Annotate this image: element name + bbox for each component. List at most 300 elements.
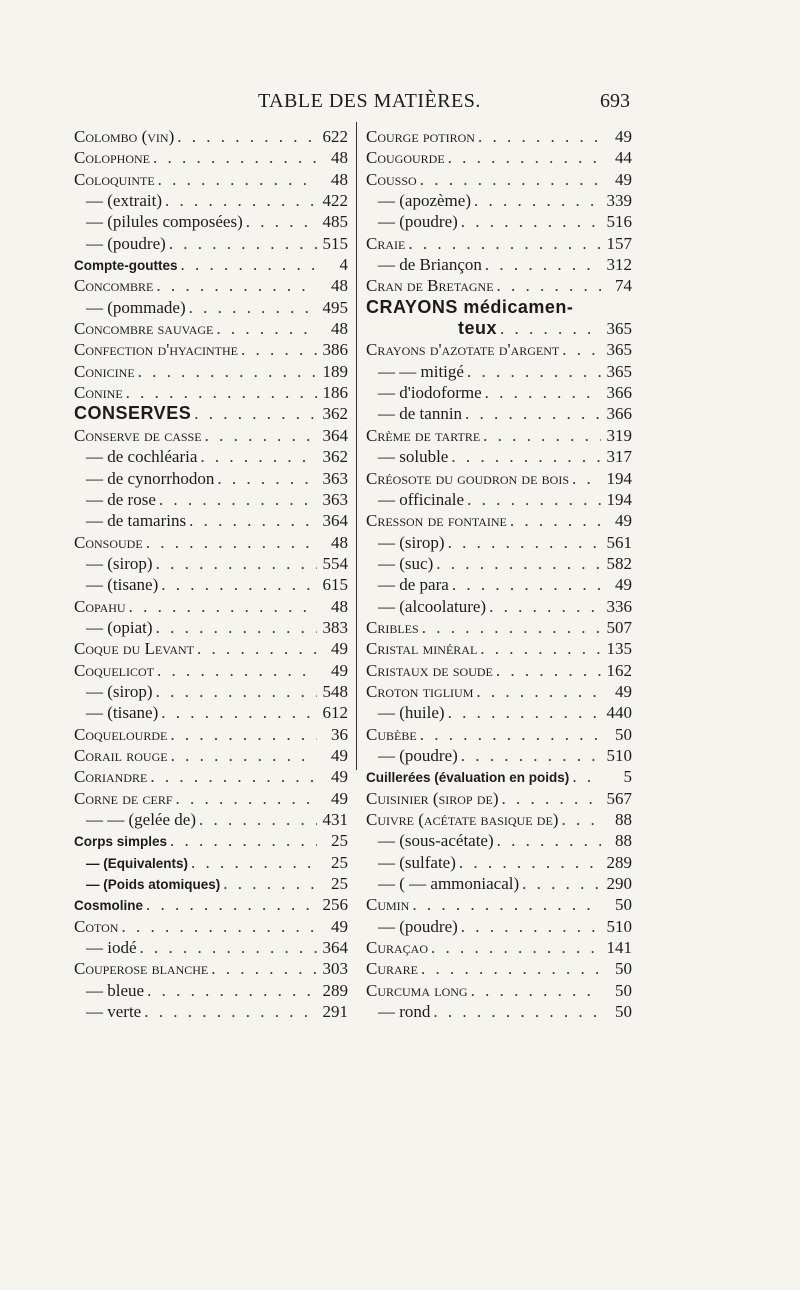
entry-label: Coquelicot [74, 660, 154, 680]
dot-leader [476, 681, 601, 702]
dot-leader [194, 403, 317, 424]
entry-page-number: 5 [623, 767, 632, 787]
dot-leader [448, 702, 601, 723]
index-entry [366, 788, 632, 809]
dot-leader [561, 809, 601, 830]
dot-leader [138, 361, 317, 382]
entry-page-number: 339 [606, 191, 632, 211]
dot-leader [572, 766, 601, 787]
entry-label: — iodé [86, 938, 137, 958]
index-entry [74, 980, 348, 1001]
entry-page-number: 157 [606, 233, 632, 253]
index-column-left [74, 126, 348, 1022]
entry-page-number: 303 [322, 959, 348, 979]
entry-label: Curcuma long [366, 980, 468, 1000]
index-entry [366, 873, 632, 894]
entry-page-number: 554 [322, 553, 348, 573]
entry-label: — (sirop) [378, 532, 445, 552]
entry-label: — de rose [86, 489, 156, 509]
index-entry [74, 617, 348, 638]
dot-leader [189, 297, 317, 318]
entry-label: Cristaux de soude [366, 660, 493, 680]
entry-label: — (huile) [378, 703, 445, 723]
dot-leader [436, 553, 601, 574]
entry-page-number: 366 [606, 383, 632, 403]
dot-leader [510, 510, 601, 531]
dot-leader [448, 532, 601, 553]
index-entry [366, 574, 632, 595]
dot-leader [156, 275, 317, 296]
entry-label: Cuisinier (sirop de) [366, 788, 499, 808]
index-entry [366, 254, 632, 275]
dot-leader [420, 169, 601, 190]
entry-page-number: 431 [322, 810, 348, 829]
index-entry [74, 297, 348, 318]
entry-label: — (poudre) [378, 212, 458, 232]
entry-page-number: 49 [615, 169, 632, 189]
index-column-right [366, 126, 632, 1022]
entry-label: Coloquinte [74, 169, 155, 189]
index-entry [366, 958, 632, 979]
dot-leader [422, 617, 601, 638]
entry-label: — de Briançon [378, 255, 482, 275]
entry-label: Crème de tartre [366, 425, 481, 445]
entry-label: Courge potiron [366, 127, 475, 146]
entry-page-number: 365 [606, 340, 632, 360]
entry-page-number: 25 [331, 831, 348, 851]
entry-label: Corne de cerf [74, 788, 173, 808]
entry-page-number: 507 [606, 617, 632, 637]
dot-leader [483, 425, 601, 446]
entry-label: Coriandre [74, 767, 148, 787]
entry-page-number: 49 [615, 127, 632, 146]
index-entry [366, 382, 632, 403]
entry-label: — de para [378, 575, 449, 595]
entry-label: Conine [74, 383, 123, 403]
entry-page-number: 362 [322, 404, 348, 424]
dot-leader [159, 489, 317, 510]
index-entry [74, 766, 348, 787]
entry-label: Concombre sauvage [74, 319, 214, 339]
index-entry [74, 169, 348, 190]
entry-label: Concombre [74, 276, 154, 296]
entry-page-number: 561 [606, 532, 632, 552]
entry-page-number: 88 [615, 831, 632, 851]
index-entry [74, 468, 348, 489]
dot-leader [126, 382, 317, 403]
entry-page-number: 495 [322, 297, 348, 317]
dot-leader [146, 532, 317, 553]
entry-page-number: 49 [615, 575, 632, 595]
entry-label: Colophone [74, 148, 151, 168]
entry-label: — — (gelée de) [86, 810, 196, 829]
entry-page-number: 48 [331, 532, 348, 552]
entry-label: Cristal minéral [366, 639, 478, 659]
index-entry [74, 937, 348, 958]
entry-label: — (Equivalents) [86, 855, 189, 871]
index-entry [74, 382, 348, 403]
entry-page-number: 49 [331, 639, 348, 659]
entry-page-number: 25 [331, 852, 348, 872]
dot-leader [156, 617, 317, 638]
dot-leader [197, 638, 317, 659]
dot-leader [433, 1001, 601, 1022]
entry-label: — de cochléaria [86, 447, 198, 467]
entry-label: — (opiat) [86, 617, 153, 637]
entry-label: Conicine [74, 361, 135, 381]
index-entry [74, 147, 348, 168]
index-entry [366, 702, 632, 723]
dot-leader [421, 958, 601, 979]
index-entry [74, 809, 348, 830]
dot-leader [485, 254, 601, 275]
entry-page-number: 189 [322, 361, 348, 381]
entry-label: — (poudre) [86, 233, 166, 253]
dot-leader [171, 745, 317, 766]
entry-page-number: 364 [322, 511, 348, 531]
entry-page-number: 49 [615, 681, 632, 701]
entry-page-number: 289 [606, 852, 632, 872]
entry-page-number: 141 [606, 938, 632, 958]
entry-label: Confection d'hyacinthe [74, 340, 238, 360]
dot-leader [157, 660, 317, 681]
index-entry [74, 681, 348, 702]
entry-label: Cribles [366, 617, 419, 637]
index-entry [74, 190, 348, 211]
index-entry [74, 361, 348, 382]
entry-page-number: 515 [322, 233, 348, 253]
dot-leader [461, 916, 601, 937]
entry-page-number: 162 [606, 660, 632, 680]
page-header [0, 90, 800, 114]
index-entry [366, 830, 632, 851]
entry-label: — (extrait) [86, 191, 162, 211]
dot-leader [165, 190, 317, 211]
index-entry [366, 233, 632, 254]
entry-label: Couperose blanche [74, 959, 209, 979]
entry-label: Colombo (vin) [74, 127, 175, 146]
entry-page-number: 312 [606, 255, 632, 275]
entry-label: Cran de Bretagne [366, 276, 494, 296]
entry-page-number: 135 [606, 639, 632, 659]
index-entry [74, 660, 348, 681]
entry-page-number: 50 [615, 959, 632, 979]
dot-leader [170, 830, 317, 851]
entry-page-number: 615 [322, 575, 348, 595]
entry-label: — (sirop) [86, 553, 153, 573]
entry-page-number: 74 [615, 276, 632, 296]
entry-page-number: 49 [331, 745, 348, 765]
entry-label: Curaçao [366, 938, 429, 958]
entry-label: — (pilules composées) [86, 212, 243, 232]
entry-label: Cumin [366, 895, 410, 915]
entry-page-number: 48 [331, 169, 348, 189]
entry-page-number: 510 [606, 745, 632, 765]
dot-leader [452, 574, 601, 595]
entry-page-number: 317 [606, 447, 632, 467]
entry-page-number: 50 [615, 895, 632, 915]
dot-leader [140, 937, 317, 958]
entry-label: Consoude [74, 532, 143, 552]
dot-leader [169, 233, 317, 254]
index-entry [366, 617, 632, 638]
index-entry [74, 254, 348, 275]
page-number: 693 [600, 90, 630, 112]
entry-label: Cosmoline [74, 898, 144, 914]
dot-leader [177, 126, 317, 147]
dot-leader [146, 894, 317, 915]
index-entry [74, 446, 348, 467]
entry-label: — (alcoolature) [378, 596, 487, 616]
dot-leader [246, 211, 317, 232]
index-entry [74, 724, 348, 745]
entry-page-number: 364 [322, 425, 348, 445]
entry-label: Cubèbe [366, 724, 417, 744]
dot-leader [144, 1001, 317, 1022]
entry-label: — officinale [378, 489, 465, 509]
entry-label: Coton [74, 916, 119, 936]
entry-label: Corail rouge [74, 745, 168, 765]
entry-page-number: 4 [339, 255, 348, 275]
index-entry [366, 596, 632, 617]
entry-page-number: 48 [331, 596, 348, 616]
entry-page-number: 363 [322, 468, 348, 488]
dot-leader [471, 980, 601, 1001]
index-entry [366, 403, 632, 424]
index-entry [74, 532, 348, 553]
dot-leader [496, 660, 601, 681]
index-entry [366, 532, 632, 553]
index-entry [366, 681, 632, 702]
index-entry [74, 339, 348, 360]
index-entry [366, 211, 632, 232]
index-entry [366, 809, 632, 830]
dot-leader [176, 788, 317, 809]
dot-leader [217, 468, 317, 489]
entry-page-number: 48 [331, 276, 348, 296]
dot-leader [412, 894, 601, 915]
entry-page-number: 363 [322, 489, 348, 509]
entry-label: — (apozème) [378, 191, 471, 211]
entry-page-number: 365 [606, 361, 632, 381]
dot-leader [467, 489, 601, 510]
dot-leader [572, 468, 601, 489]
entry-label: — (sulfate) [378, 852, 456, 872]
entry-page-number: 548 [322, 681, 348, 701]
entry-label: — (poudre) [378, 745, 458, 765]
entry-page-number: 49 [331, 916, 348, 936]
entry-label: Croton tiglium [366, 681, 474, 701]
index-entry [366, 190, 632, 211]
entry-label: — de tannin [378, 404, 463, 424]
dot-leader [497, 830, 601, 851]
index-entry [366, 446, 632, 467]
entry-label: Cougourde [366, 148, 445, 168]
index-entry [366, 553, 632, 574]
index-entry [366, 894, 632, 915]
index-entry [74, 894, 348, 915]
dot-leader [459, 852, 601, 873]
entry-page-number: 362 [322, 447, 348, 467]
dot-leader [478, 126, 601, 147]
dot-leader [480, 638, 601, 659]
index-entry [366, 852, 632, 873]
index-entry [366, 361, 632, 382]
dot-leader [181, 254, 318, 275]
entry-label: — (Poids atomiques) [86, 877, 221, 893]
dot-leader [451, 446, 601, 467]
dot-leader [474, 190, 601, 211]
entry-page-number: 25 [331, 874, 348, 894]
entry-label: — d'iodoforme [378, 383, 482, 403]
index-entry [366, 339, 632, 360]
index-entry [366, 937, 632, 958]
index-entry [74, 574, 348, 595]
entry-page-number: 291 [322, 1002, 348, 1022]
entry-page-number: 510 [606, 916, 632, 936]
index-entry [366, 638, 632, 659]
index-entry [74, 958, 348, 979]
entry-label-continued: teux [458, 318, 498, 339]
entry-label: — de cynorrhodon [86, 468, 215, 488]
entry-label: — (pommade) [86, 297, 186, 317]
dot-leader [241, 339, 317, 360]
dot-leader [199, 809, 317, 830]
index-entry [74, 702, 348, 723]
entry-label: — rond [378, 1002, 431, 1022]
dot-leader [485, 382, 601, 403]
index-entry [74, 425, 348, 446]
index-entry [366, 916, 632, 937]
dot-leader [223, 873, 317, 894]
dot-leader [205, 425, 317, 446]
dot-leader [216, 318, 317, 339]
entry-label: Créosote du goudron de bois [366, 468, 570, 488]
index-entry [366, 275, 632, 296]
index-entry [74, 1001, 348, 1022]
entry-page-number: 422 [322, 191, 348, 211]
entry-page-number: 365 [606, 319, 632, 339]
index-entry [74, 830, 348, 851]
dot-leader [156, 553, 317, 574]
entry-page-number: 49 [331, 788, 348, 808]
entry-label: — verte [86, 1002, 142, 1022]
entry-page-number: 49 [331, 767, 348, 787]
index-entry [366, 468, 632, 489]
dot-leader [497, 275, 601, 296]
index-entry [366, 724, 632, 745]
entry-page-number: 36 [331, 724, 348, 744]
entry-label: — ( — ammoniacal) [378, 874, 520, 894]
entry-page-number: 366 [606, 404, 632, 424]
index-entry [74, 211, 348, 232]
entry-label: — bleue [86, 980, 145, 1000]
entry-page-number: 88 [615, 810, 632, 829]
entry-page-number: 186 [322, 383, 348, 403]
index-entry [366, 980, 632, 1001]
dot-leader [420, 724, 601, 745]
entry-page-number: 485 [322, 212, 348, 232]
index-entry [366, 169, 632, 190]
entry-page-number: 386 [322, 340, 348, 360]
entry-page-number: 440 [606, 703, 632, 723]
dot-leader [147, 980, 317, 1001]
dot-leader [461, 211, 601, 232]
dot-leader [465, 403, 601, 424]
dot-leader [522, 873, 601, 894]
entry-label: — (sirop) [86, 681, 153, 701]
dot-leader [170, 724, 317, 745]
dot-leader [431, 937, 601, 958]
index-entry [74, 403, 348, 424]
dot-leader [129, 596, 317, 617]
entry-label: Craie [366, 233, 406, 253]
index-entry [74, 638, 348, 659]
entry-label: Compte-gouttes [74, 258, 178, 274]
entry-page-number: 48 [331, 319, 348, 339]
entry-page-number: 50 [615, 1002, 632, 1022]
entry-page-number: 516 [606, 212, 632, 232]
entry-page-number: 336 [606, 596, 632, 616]
entry-page-number: 194 [606, 489, 632, 509]
entry-page-number: 289 [322, 980, 348, 1000]
entry-label: — (poudre) [378, 916, 458, 936]
dot-leader [161, 702, 317, 723]
index-entry [74, 489, 348, 510]
entry-label: Corps simples [74, 834, 168, 850]
dot-leader [153, 147, 317, 168]
index-entry [74, 852, 348, 873]
entry-label: Curare [366, 959, 419, 979]
entry-page-number: 48 [331, 148, 348, 168]
entry-page-number: 582 [606, 553, 632, 573]
entry-label: Cuillerées (évaluation en poids) [366, 770, 570, 786]
entry-label: Cousso [366, 169, 417, 189]
entry-label: CONSERVES [74, 403, 192, 424]
dot-leader [121, 916, 317, 937]
dot-leader [448, 147, 601, 168]
index-entry [366, 660, 632, 681]
entry-page-number: 194 [606, 468, 632, 488]
dot-leader [500, 318, 601, 339]
dot-leader [158, 169, 317, 190]
index-entry [366, 147, 632, 168]
dot-leader [191, 852, 317, 873]
index-entry [366, 297, 632, 340]
entry-page-number: 622 [322, 127, 348, 146]
index-entry [74, 873, 348, 894]
entry-label: Conserve de casse [74, 425, 202, 445]
index-entry [74, 510, 348, 531]
entry-label: — — mitigé [378, 361, 464, 381]
index-entry [366, 510, 632, 531]
index-entry [366, 745, 632, 766]
dot-leader [200, 446, 317, 467]
index-entry [74, 745, 348, 766]
entry-page-number: 49 [615, 511, 632, 531]
entry-page-number: 44 [615, 148, 632, 168]
dot-leader [161, 574, 317, 595]
index-entry [74, 126, 348, 147]
entry-page-number: 383 [322, 617, 348, 637]
dot-leader [461, 745, 601, 766]
dot-leader [467, 361, 601, 382]
dot-leader [489, 596, 601, 617]
entry-page-number: 290 [606, 874, 632, 894]
page-title: TABLE DES MATIÈRES. [258, 90, 481, 112]
entry-label: Copahu [74, 596, 126, 616]
entry-label: CRAYONS médicamen- [366, 296, 574, 317]
